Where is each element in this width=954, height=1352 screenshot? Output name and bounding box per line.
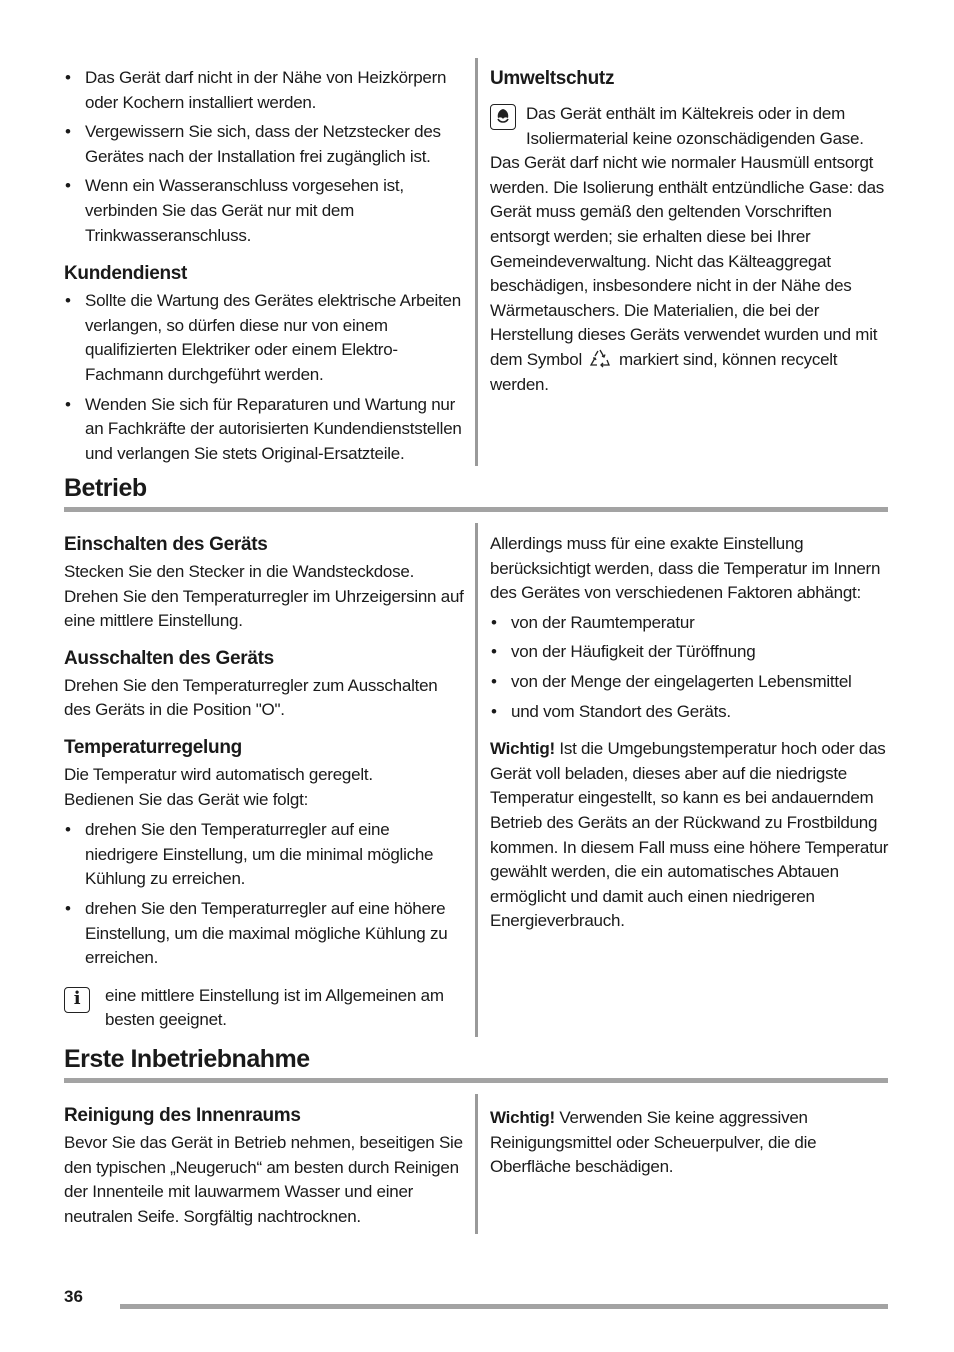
list-item: • von der Menge der eingelagerten Lebensmittel — [491, 671, 852, 691]
faktoren-list — [490, 611, 890, 724]
info-icon: i — [64, 987, 90, 1013]
erste-left-column — [64, 1103, 464, 1229]
column-divider — [475, 523, 478, 1037]
section-rule — [64, 507, 888, 512]
reinigung-heading: Reinigung des Innenraums — [64, 1105, 301, 1126]
column-divider — [475, 1094, 478, 1234]
list-item: • Wenden Sie sich für Reparaturen und Wartung nur an Fachkräfte der autorisierten Kundendienststellen und verlangen Sie stets Original-Ersatzteile. — [65, 394, 462, 463]
temperaturregelung-text-1: Die Temperatur wird automatisch geregelt. — [64, 764, 373, 784]
environment-icon — [490, 104, 516, 130]
page-number: 36 — [64, 1287, 83, 1306]
betrieb-right-column — [490, 532, 890, 934]
wichtig-note: Wichtig! Ist die Umgebungstemperatur hoch oder das Gerät voll beladen, dieses aber auf die niedrigste Temperatur eingestellt, so kann es bei andauerndem Betrieb des Geräts an der Rückwand zu Frostbildung kommen. In diesem Fall muss eine höhere Temperatur gewählt werden, die ein automatisches Abtauen ermöglicht und damit auch einen niedrigeren Energieverbrauch. — [490, 739, 889, 931]
list-item: • und vom Standort des Geräts. — [491, 701, 731, 721]
list-item: • von der Raumtemperatur — [491, 612, 695, 632]
info-note: i eine mittlere Einstellung ist im Allgemeinen am besten geeignet. — [64, 984, 464, 1033]
einschalten-text-1: Stecken Sie den Stecker in die Wandsteckdose. — [64, 562, 415, 581]
top-right-column — [490, 66, 890, 397]
kundendienst-list — [64, 289, 464, 466]
list-item: • Wenn ein Wasseranschluss vorgesehen ist, verbinden Sie das Gerät nur mit dem Trinkwasseranschluss. — [65, 176, 404, 245]
installation-list — [64, 66, 464, 248]
list-item: • Sollte die Wartung des Gerätes elektrische Arbeiten verlangen, so dürfen diese nur von einem qualifizierten Elektriker oder einem Elektro-Fachmann durchgeführt werden. — [65, 291, 461, 384]
recycle-icon — [589, 348, 611, 368]
betrieb-left-column — [64, 532, 464, 1033]
einschalten-text-2: Drehen Sie den Temperaturregler im Uhrzeigersinn auf eine mittlere Einstellung. — [64, 586, 464, 631]
temperaturregelung-heading: Temperaturregelung — [64, 736, 242, 758]
ausschalten-heading: Ausschalten des Geräts — [64, 647, 274, 669]
erste-right-column — [490, 1106, 890, 1180]
wichtig-note: Wichtig! Verwenden Sie keine aggressiven Reinigungsmittel oder Scheuerpulver, die die Oberfläche beschädigen. — [490, 1108, 817, 1177]
ausschalten-text: Drehen Sie den Temperaturregler zum Ausschalten des Geräts in die Position "O". — [64, 675, 438, 720]
umweltschutz-heading: Umweltschutz — [490, 68, 615, 89]
list-item: • drehen Sie den Temperaturregler auf eine niedrigere Einstellung, um die minimal mögliche Kühlung zu erreichen. — [65, 820, 434, 889]
list-item: • von der Häufigkeit der Türöffnung — [491, 642, 756, 662]
list-item: • Das Gerät darf nicht in der Nähe von Heizkörpern oder Kochern installiert werden. — [65, 68, 447, 112]
temperaturregelung-text-2: Bedienen Sie das Gerät wie folgt: — [64, 789, 309, 809]
einschalten-heading: Einschalten des Geräts — [64, 534, 268, 555]
umweltschutz-text: Das Gerät enthält im Kältekreis oder in dem Isoliermaterial keine ozonschädigenden Gase. Das Gerät darf nicht wie normaler Hausmüll entsorgt werden. Die Isolierung enthält entzündliche Gase: das Gerät muss gemäß den geltenden Vorschriften entsorgt werden; sie erhalten diese bei Ihrer Gemeindeverwaltung. Nicht das Kälteaggregat beschädigen, insbesondere nicht in der Nähe des Wärmetauschers. Die Materialien, die bei der Herstellung dieses Geräts verwendet wurden und mit dem Symbol markiert sind, können recycelt werden. — [490, 104, 885, 394]
top-left-column — [64, 66, 464, 471]
footer-rule — [120, 1304, 888, 1309]
section-title-betrieb: Betrieb — [64, 474, 147, 502]
section-rule — [64, 1078, 888, 1083]
column-divider — [475, 58, 478, 466]
temperaturregelung-list — [64, 818, 464, 971]
kundendienst-heading: Kundendienst — [64, 263, 188, 285]
list-item: • drehen Sie den Temperaturregler auf eine höhere Einstellung, um die maximal mögliche Kühlung zu erreichen. — [65, 898, 448, 968]
section-title-erste-inbetriebnahme: Erste Inbetriebnahme — [64, 1045, 310, 1073]
list-item: • Vergewissern Sie sich, dass der Netzstecker des Gerätes nach der Installation frei zugänglich ist. — [65, 122, 441, 166]
reinigung-text: Bevor Sie das Gerät in Betrieb nehmen, beseitigen Sie den typischen „Neugeruch“ am besten durch Reinigen der Innenteile mit lauwarmem Wasser und einer neutralen Seife. Sorgfältig nachtrocknen. — [64, 1133, 463, 1226]
faktoren-intro: Allerdings muss für eine exakte Einstellung berücksichtigt werden, dass die Temperatur im Innern des Gerätes von verschiedenen Faktoren abhängt: — [490, 534, 881, 603]
